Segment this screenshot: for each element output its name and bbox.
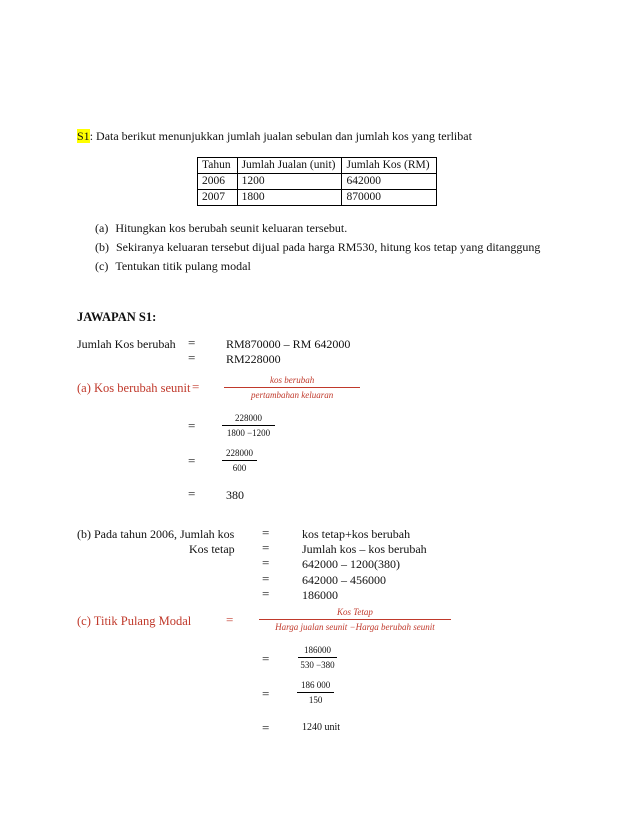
part-b-line5: 186000 — [302, 588, 338, 602]
total-var-line2: RM228000 — [226, 352, 281, 366]
task-item — [95, 240, 540, 255]
table-header: Jumlah Jualan (unit) — [237, 158, 342, 174]
fraction-denominator: pertambahan keluaran — [251, 390, 334, 400]
data-table — [197, 157, 437, 206]
fraction-c2 — [298, 645, 337, 670]
fraction-numerator: 228000 — [222, 413, 275, 426]
part-b-label2: Kos tetap — [189, 542, 235, 556]
table-cell: 2006 — [198, 174, 238, 190]
question-label: S1 — [77, 129, 90, 143]
equals-sign: = — [262, 555, 270, 570]
question-text: : Data berikut menunjukkan jumlah jualan sebulan dan jumlah kos yang terlibat — [89, 129, 472, 143]
task-label: (b) — [95, 240, 109, 254]
fraction-denominator: 530 −380 — [300, 660, 335, 670]
answer-title: JAWAPAN S1: — [77, 310, 157, 324]
table-row — [198, 174, 437, 190]
table-cell: 1800 — [237, 190, 342, 206]
equals-sign: = — [188, 350, 196, 365]
part-a-result: 380 — [226, 488, 244, 502]
fraction-a1 — [224, 375, 360, 400]
table-cell: 1200 — [237, 174, 342, 190]
equals-sign: = — [262, 525, 270, 540]
equals-sign: = — [188, 486, 196, 501]
equals-sign: = — [262, 540, 270, 555]
task-text: Hitungkan kos berubah seunit keluaran tersebut. — [115, 221, 348, 235]
part-a-label: (a) Kos berubah seunit — [77, 381, 191, 395]
fraction-a2 — [222, 413, 275, 438]
table-cell: 2007 — [198, 190, 238, 206]
part-b-line1: kos tetap+kos berubah — [302, 527, 411, 541]
fraction-c3 — [297, 680, 334, 705]
equals-sign: = — [262, 571, 270, 586]
fraction-numerator: 228000 — [222, 448, 257, 461]
part-c-result: 1240 unit — [302, 722, 341, 733]
task-item — [95, 221, 347, 236]
equals-sign: = — [262, 651, 270, 666]
fraction-denominator: 600 — [232, 463, 247, 473]
equals-sign: = — [188, 453, 196, 468]
equals-sign: = — [226, 612, 234, 627]
part-c-label: (c) Titik Pulang Modal — [77, 614, 192, 628]
question-line — [77, 129, 472, 144]
total-var-line1: RM870000 – RM 642000 — [226, 337, 351, 351]
task-text: Tentukan titik pulang modal — [115, 259, 251, 273]
equals-sign: = — [262, 720, 270, 735]
fraction-denominator: 150 — [308, 695, 323, 705]
part-b-line3: 642000 – 1200(380) — [302, 557, 400, 571]
fraction-a3 — [222, 448, 257, 473]
table-row — [198, 190, 437, 206]
part-b-label: (b) Pada tahun 2006, Jumlah kos — [77, 527, 235, 541]
table-cell: 642000 — [342, 174, 436, 190]
task-label: (c) — [95, 259, 109, 273]
table-cell: 870000 — [342, 190, 436, 206]
task-label: (a) — [95, 221, 109, 235]
equals-sign: = — [188, 335, 196, 350]
table-header-row — [198, 158, 437, 174]
fraction-numerator: kos berubah — [224, 375, 360, 388]
fraction-numerator: Kos Tetap — [259, 607, 451, 620]
fraction-denominator: 1800 −1200 — [226, 428, 271, 438]
total-var-label: Jumlah Kos berubah — [77, 337, 176, 351]
equals-sign: = — [188, 418, 196, 433]
task-text: Sekiranya keluaran tersebut dijual pada harga RM530, hitung kos tetap yang ditanggung — [116, 240, 541, 254]
part-b-line4: 642000 – 456000 — [302, 573, 386, 587]
equals-sign: = — [262, 686, 270, 701]
fraction-c1 — [259, 607, 451, 632]
table-header: Tahun — [198, 158, 238, 174]
fraction-numerator: 186 000 — [297, 680, 334, 693]
part-b-line2: Jumlah kos – kos berubah — [302, 542, 427, 556]
equals-sign: = — [192, 379, 200, 394]
task-item — [95, 259, 251, 274]
fraction-denominator: Harga jualan seunit −Harga berubah seunit — [275, 622, 435, 632]
equals-sign: = — [262, 586, 270, 601]
table-header: Jumlah Kos (RM) — [342, 158, 436, 174]
fraction-numerator: 186000 — [298, 645, 337, 658]
